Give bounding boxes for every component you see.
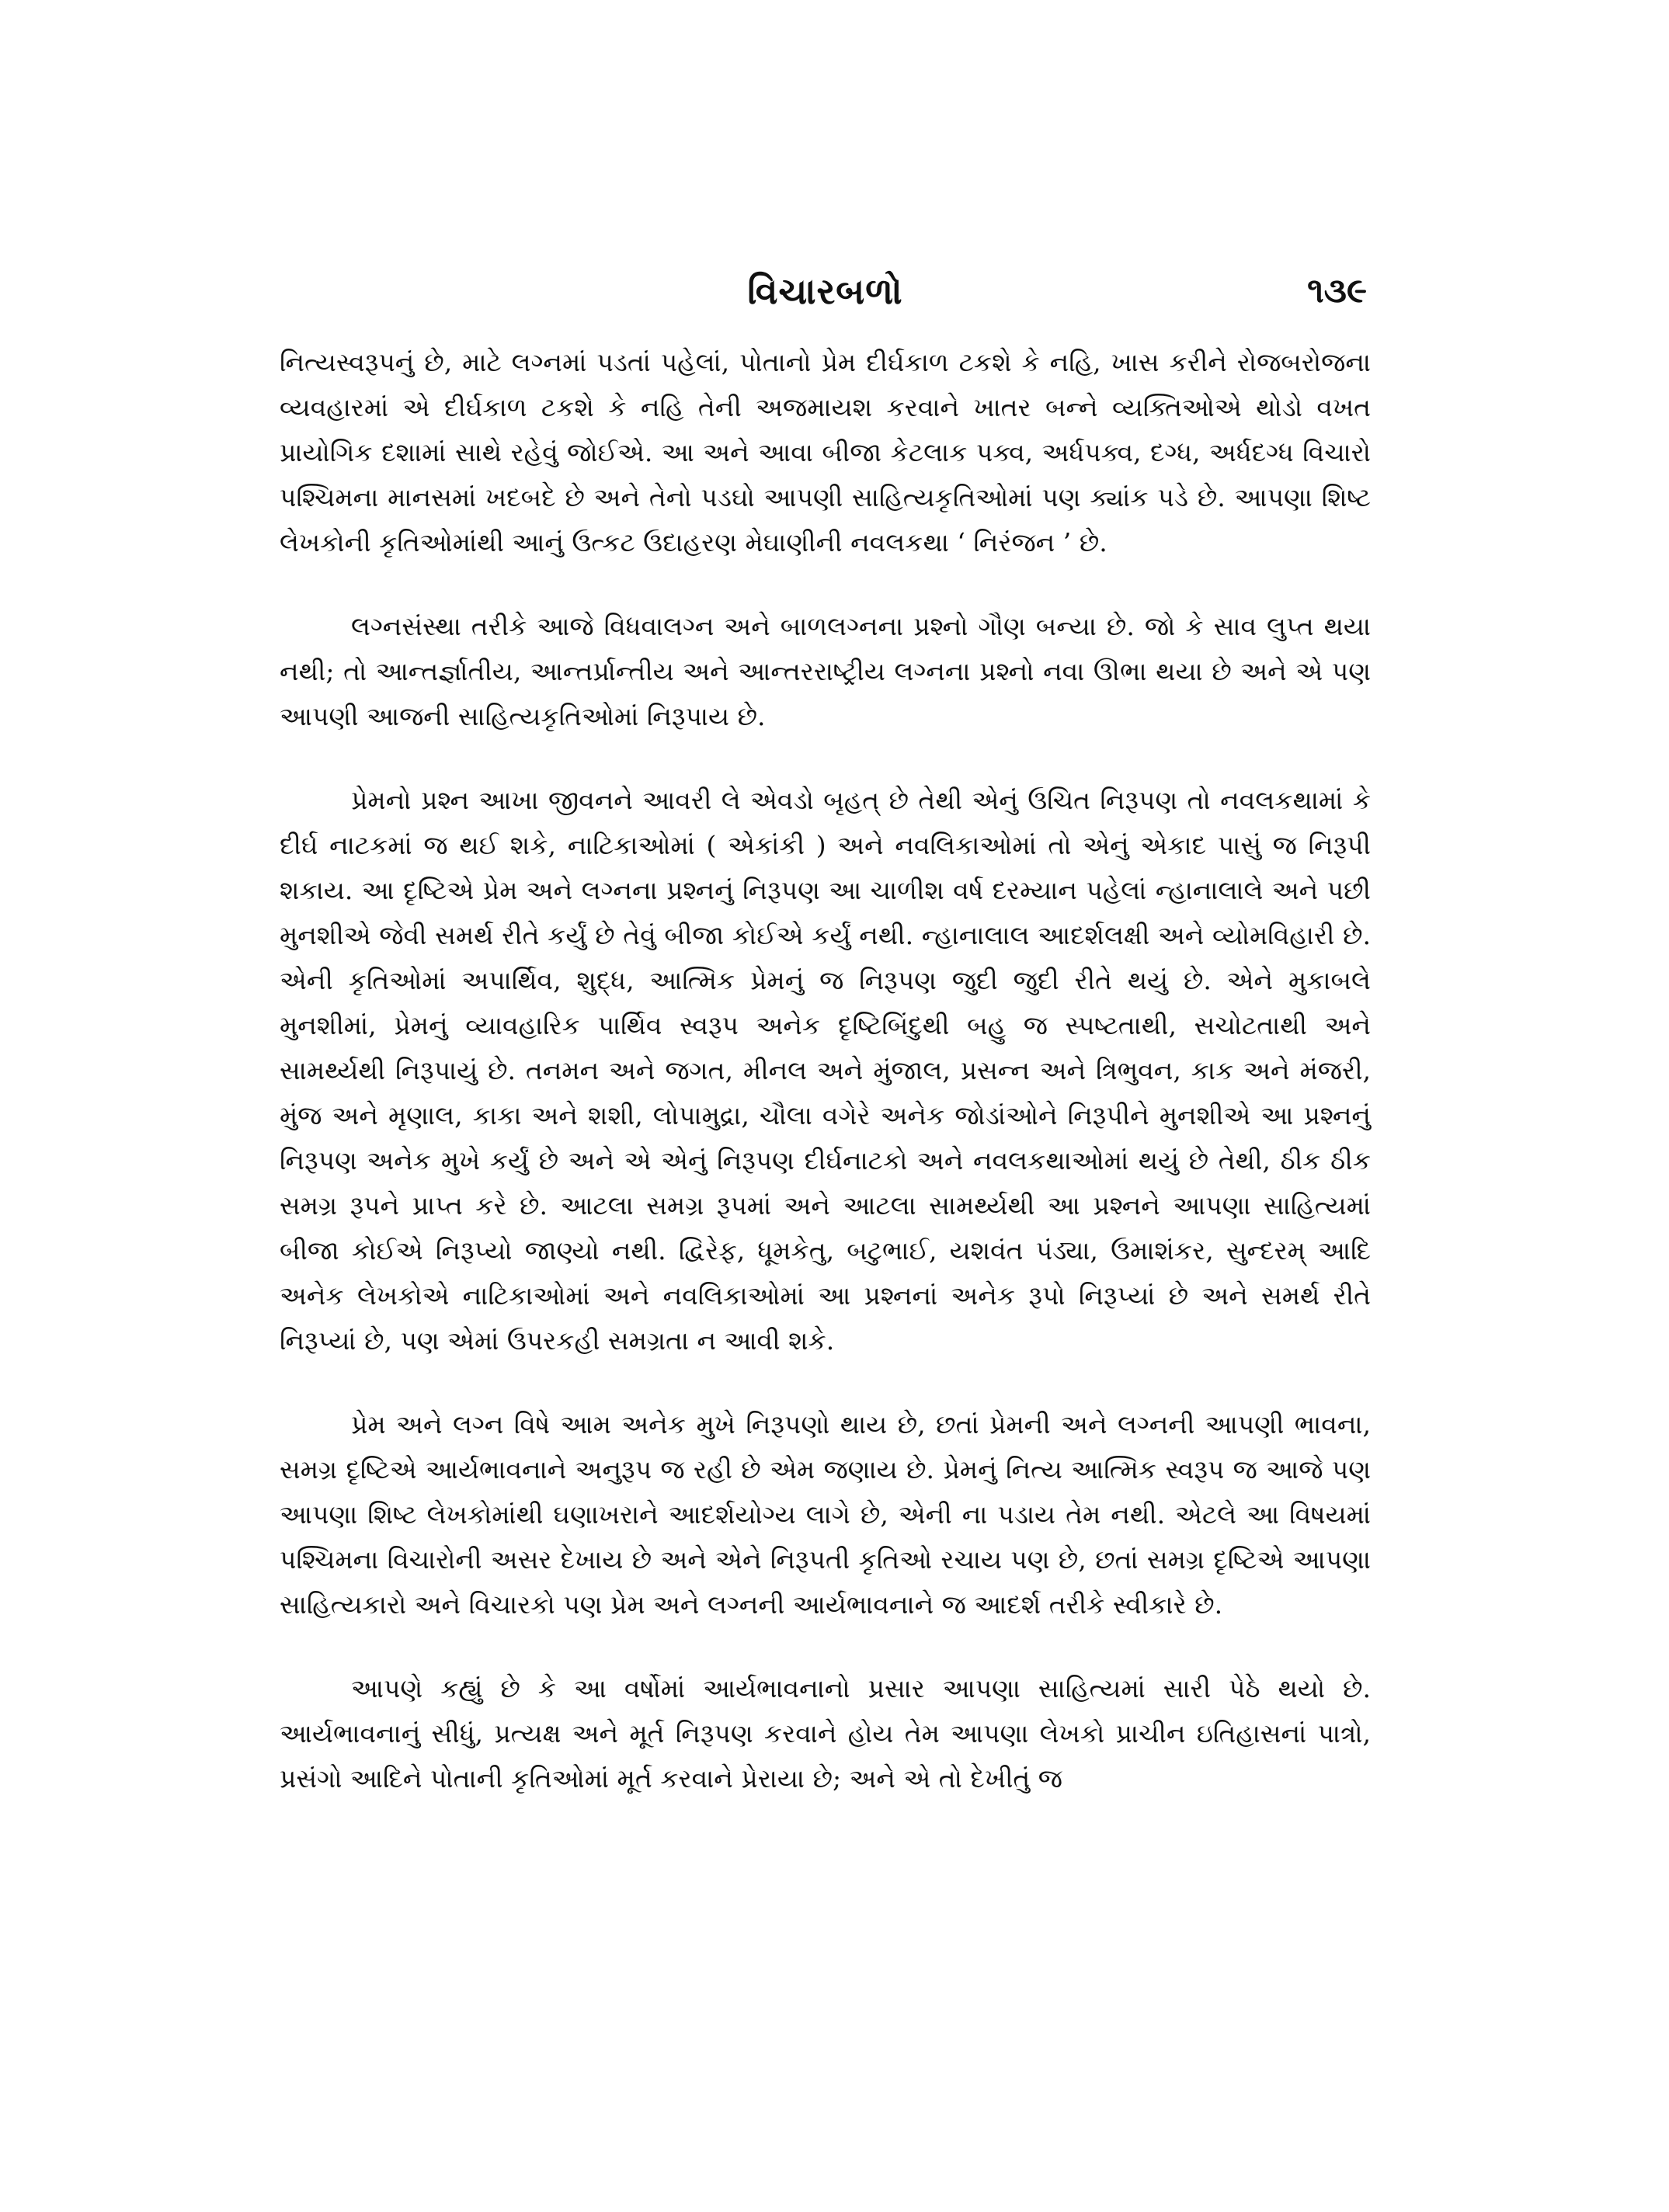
- paragraph-2: લગ્નસંસ્થા તરીકે આજે વિધવાલગ્ન અને બાળલગ્નના પ્રશ્નો ગૌણ બન્યા છે. જો કે સાવ લુપ્ત થયા નથી; તો આન્તર્જ્ઞાતીય, આન્તર્પ્રાન્તીય અને આન્તરરાષ્ટ્રીય લગ્નના પ્રશ્નો નવા ઊભા થયા છે અને એ પણ આપણી આજની સાહિત્યકૃતિઓમાં નિરૂપાય છે.: [280, 611, 1371, 731]
- page-number: ૧૩૯: [1307, 271, 1367, 311]
- running-header: [283, 268, 1367, 314]
- paragraph-4: પ્રેમ અને લગ્ન વિષે આમ અનેક મુખે નિરૂપણો થાય છે, છતાં પ્રેમની અને લગ્નની આપણી ભાવના, સમગ્ર દૃષ્ટિએ આર્યભાવનાને અનુરૂપ જ રહી છે એમ જણાય છે. પ્રેમનું નિત્ય આત્મિક સ્વરૂપ જ આજે પણ આપણા શિષ્ટ લેખકોમાંથી ઘણાખરાને આદર્શયોગ્ય લાગે છે, એની ના પડાય તેમ નથી. એટલે આ વિષયમાં પશ્ચિમના વિચારોની અસર દેખાય છે અને એને નિરૂપતી કૃતિઓ રચાય પણ છે, છતાં સમગ્ર દૃષ્ટિએ આપણા સાહિત્યકારો અને વિચારકો પણ પ્રેમ અને લગ્નની આર્યભાવનાને જ આદર્શ તરીકે સ્વીકારે છે.: [280, 1409, 1371, 1620]
- running-title: વિચારબળો: [747, 270, 903, 312]
- paragraph-3: પ્રેમનો પ્રશ્ન આખા જીવનને આવરી લે એવડો બૃહત્ છે તેથી એનું ઉચિત નિરૂપણ તો નવલકથામાં કે દીર્ઘ નાટકમાં જ થઈ શકે, નાટિકાઓમાં ( એકાંકી ) અને નવલિકાઓમાં તો એનું એકાદ પાસું જ નિરૂપી શકાય. આ દૃષ્ટિએ પ્રેમ અને લગ્નના પ્રશ્નનું નિરૂપણ આ ચાળીશ વર્ષ દરમ્યાન પહેલાં ન્હાનાલાલે અને પછી મુનશીએ જેવી સમર્થ રીતે કર્યું છે તેવું બીજા કોઈએ કર્યું નથી. ન્હાનાલાલ આદર્શલક્ષી અને વ્યોમવિહારી છે. એની કૃતિઓમાં અપાર્થિવ, શુદ્ધ, આત્મિક પ્રેમનું જ નિરૂપણ જુદી જુદી રીતે થયું છે. એને મુકાબલે મુનશીમાં, પ્રેમનું વ્યાવહારિક પાર્થિવ સ્વરૂપ અનેક દૃષ્ટિબિંદુથી બહુ જ સ્પષ્ટતાથી, સચોટતાથી અને સામર્થ્યથી નિરૂપાયું છે. તનમન અને જગત, મીનલ અને મુંજાલ, પ્રસન્ન અને ત્રિભુવન, કાક અને મંજરી, મુંજ અને મૃણાલ, કાકા અને શશી, લોપામુદ્રા, ચૌલા વગેરે અનેક જોડાંઓને નિરૂપીને મુનશીએ આ પ્રશ્નનું નિરૂપણ અનેક મુખે કર્યું છે અને એ એનું નિરૂપણ દીર્ઘનાટકો અને નવલકથાઓમાં થયું છે તેથી, ઠીક ઠીક સમગ્ર રૂપને પ્રાપ્ત કરે છે. આટલા સમગ્ર રૂપમાં અને આટલા સામર્થ્યથી આ પ્રશ્નને આપણા સાહિત્યમાં બીજા કોઈએ નિરૂપ્યો જાણ્યો નથી. દ્વિરેફ, ધૂમકેતુ, બટુભાઈ, યશવંત પંડ્યા, ઉમાશંકર, સુન્દરમ્ આદિ અનેક લેખકોએ નાટિકાઓમાં અને નવલિકાઓમાં આ પ્રશ્નનાં અનેક રૂપો નિરૂપ્યાં છે અને સમર્થ રીતે નિરૂપ્યાં છે, પણ એમાં ઉપરકહી સમગ્રતા ન આવી શકે.: [280, 785, 1371, 1356]
- body-text: [280, 340, 1371, 1801]
- paragraph-1: નિત્યસ્વરૂપનું છે, માટે લગ્નમાં પડતાં પહેલાં, પોતાનો પ્રેમ દીર્ઘકાળ ટકશે કે નહિ, ખાસ કરીને રોજબરોજના વ્યવહારમાં એ દીર્ઘકાળ ટકશે કે નહિ તેની અજમાયશ કરવાને ખાતર બન્ને વ્યક્તિઓએ થોડો વખત પ્રાયોગિક દશામાં સાથે રહેવું જોઈએ. આ અને આવા બીજા કેટલાક પક્વ, અર્ધપક્વ, દગ્ધ, અર્ધદગ્ધ વિચારો પશ્ચિમના માનસમાં ખદબદે છે અને તેનો પડઘો આપણી સાહિત્યકૃતિઓમાં પણ ક્યાંક પડે છે. આપણા શિષ્ટ લેખકોની કૃતિઓમાંથી આનું ઉત્કટ ઉદાહરણ મેઘાણીની નવલકથા ‘ નિરંજન ’ છે.: [280, 347, 1371, 557]
- paragraph-5: આપણે કહ્યું છે કે આ વર્ષોમાં આર્યભાવનાનો પ્રસાર આપણા સાહિત્યમાં સારી પેઠે થયો છે. આર્યભાવનાનું સીધું, પ્રત્યક્ષ અને મૂર્ત નિરૂપણ કરવાને હોય તેમ આપણા લેખકો પ્રાચીન ઇતિહાસનાં પાત્રો, પ્રસંગો આદિને પોતાની કૃતિઓમાં મૂર્ત કરવાને પ્રેરાયા છે; અને એ તો દેખીતું જ: [280, 1673, 1371, 1794]
